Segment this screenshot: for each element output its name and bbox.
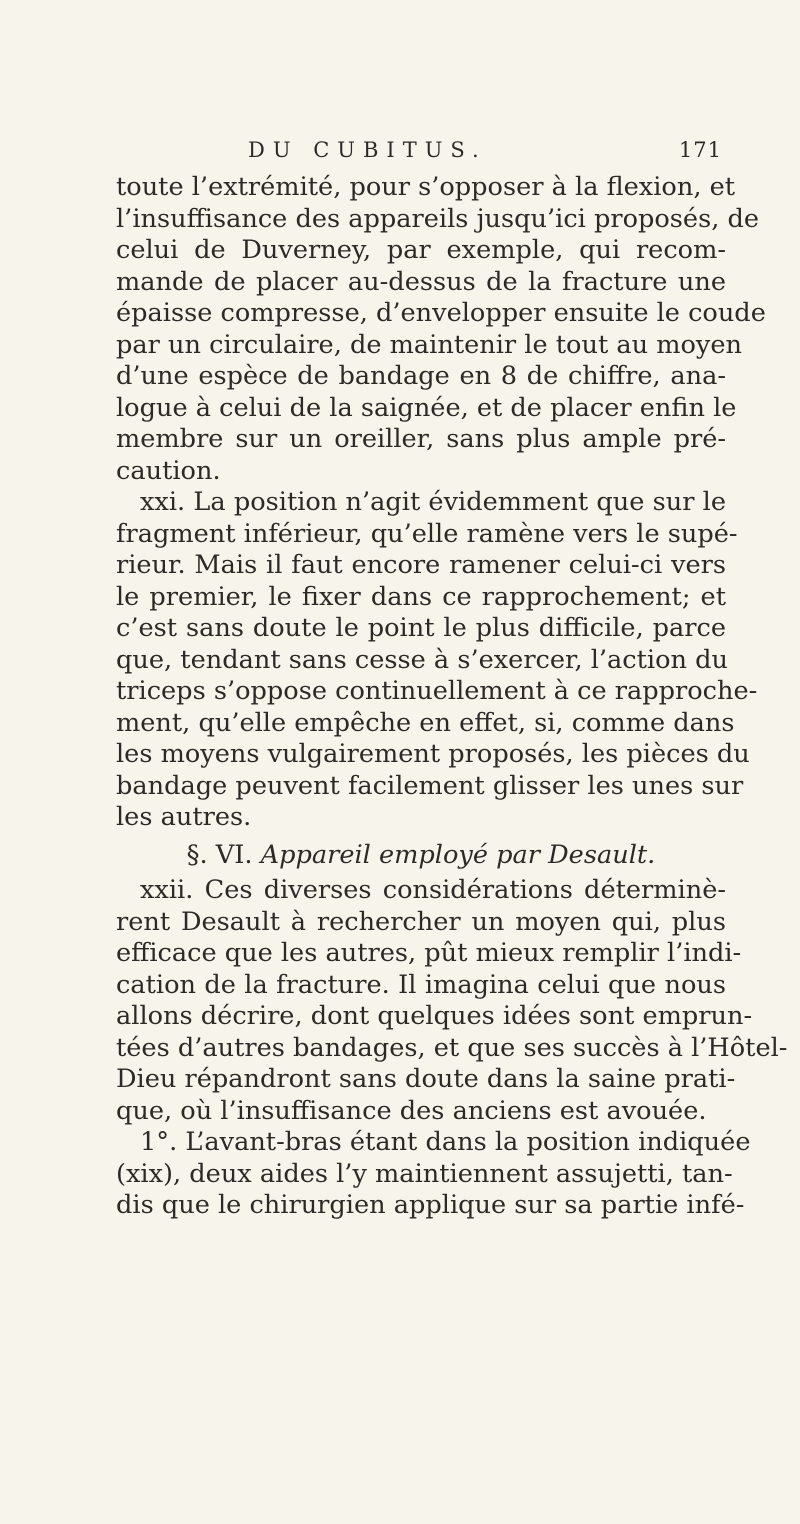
- text-line: (xix), deux aides l’y maintiennent assujetti, tan-: [116, 1158, 733, 1189]
- body-text: [116, 172, 788, 1222]
- text-line: c’est sans doute le point le plus difficile, parce: [116, 613, 726, 643]
- page-header: [248, 138, 722, 172]
- text-line: d’une espèce de bandage en 8 de chiffre, ana-: [116, 361, 726, 391]
- text-line: que, où l’insuffisance des anciens est avouée.: [116, 1095, 707, 1126]
- running-title: DU CUBITUS.: [248, 138, 487, 162]
- text-line: les moyens vulgairement proposés, les pièces du: [116, 739, 750, 769]
- text-line: l’insuffisance des appareils jusqu’ici proposés, de: [116, 203, 760, 234]
- text-line: bandage peuvent facilement glisser les unes sur: [116, 770, 744, 801]
- page-number: 171: [678, 138, 722, 162]
- text-line: tées d’autres bandages, et que ses succès à l’Hôtel-: [116, 1032, 788, 1063]
- text-line: logue à celui de la saignée, et de placer enfin le: [116, 392, 737, 423]
- section-number: §. VI.: [186, 839, 253, 870]
- text-line: fragment inférieur, qu’elle ramène vers le supé-: [116, 518, 738, 549]
- text-line: cation de la fracture. Il imagina celui que nous: [116, 969, 726, 1000]
- text-line: membre sur un oreiller, sans plus ample pré-: [116, 424, 726, 454]
- text-line: rent Desault à rechercher un moyen qui, plus: [116, 906, 726, 937]
- text-line: efficace que les autres, pût mieux remplir l’indi-: [116, 938, 742, 968]
- paragraph-start-line: xxii. Ces diverses considérations déterminè-: [140, 875, 726, 905]
- paragraph-start-line: 1°. L’avant-bras étant dans la position indiquée: [140, 1127, 751, 1157]
- text-line: les autres.: [116, 802, 252, 832]
- text-line: que, tendant sans cesse à s’exercer, l’action du: [116, 644, 728, 675]
- text-line: triceps s’oppose continuellement à ce rapproche-: [116, 676, 758, 706]
- text-line: épaisse compresse, d’envelopper ensuite le coude: [116, 298, 766, 328]
- text-line: celui de Duverney, par exemple, qui recom-: [116, 235, 726, 265]
- text-line: allons décrire, dont quelques idées sont emprun-: [116, 1001, 753, 1031]
- text-line: toute l’extrémité, pour s’opposer à la flexion, et: [116, 172, 736, 202]
- text-line: mande de placer au-dessus de la fracture une: [116, 266, 726, 297]
- text-line: par un circulaire, de maintenir le tout au moyen: [116, 329, 743, 360]
- text-line: caution.: [116, 455, 221, 486]
- text-line: dis que le chirurgien applique sur sa partie infé-: [116, 1190, 745, 1220]
- text-line: ment, qu’elle empêche en effet, si, comme dans: [116, 707, 735, 738]
- text-line: le premier, le fixer dans ce rapprochement; et: [116, 581, 726, 612]
- section-title: Appareil employé par Desault.: [260, 839, 656, 870]
- text-line: Dieu répandront sans doute dans la saine prati-: [116, 1064, 736, 1094]
- text-line: rieur. Mais il faut encore ramener celui-ci vers: [116, 550, 726, 580]
- paragraph-start-line: xxi. La position n’agit évidemment que sur le: [140, 487, 726, 517]
- section-heading: [116, 840, 726, 872]
